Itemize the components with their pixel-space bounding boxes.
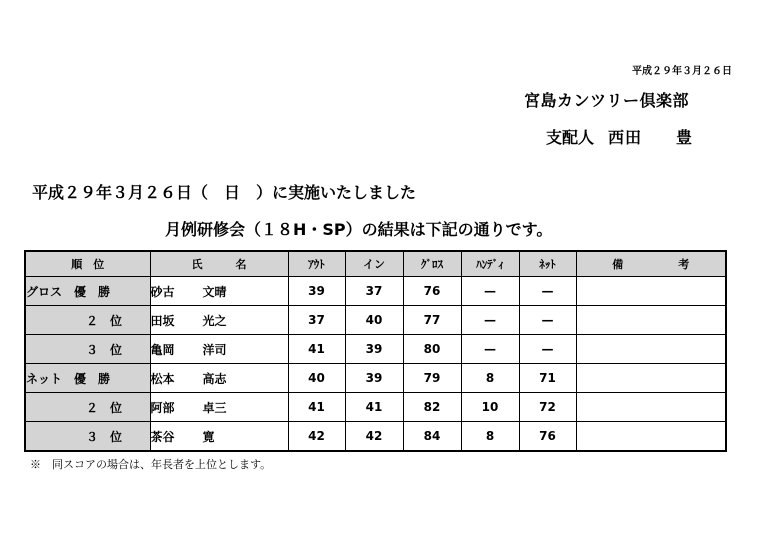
remarks-cell (576, 277, 726, 306)
intro-line-1: 平成２９年３月２６日（ 日 ）に実施いたしました (32, 183, 417, 202)
given-name: 光之 (202, 313, 227, 328)
table-row (25, 393, 726, 422)
intro-line-2: 月例研修会（１８H・SP）の結果は下記の通りです。 (165, 220, 553, 239)
name-cell (150, 306, 288, 335)
club-name: 宮島カンツリー倶楽部 (524, 91, 690, 110)
surname: 亀岡 (150, 342, 175, 357)
header-out: ｱｳﾄ (288, 251, 345, 277)
gross-cell: 77 (403, 306, 461, 335)
header-gross: ｸﾞﾛｽ (403, 251, 461, 277)
out-cell: 41 (288, 393, 345, 422)
in-cell: 37 (345, 277, 403, 306)
given-name: 卓三 (202, 400, 227, 415)
header-name: 氏 名 (150, 251, 288, 277)
table-row (25, 335, 726, 364)
surname: 田坂 (150, 313, 175, 328)
rank-cell: ネット 優 勝 (25, 364, 150, 393)
results-table (24, 250, 727, 452)
table-row (25, 364, 726, 393)
rank-cell: ２ 位 (25, 393, 150, 422)
rank-cell: ３ 位 (25, 422, 150, 452)
table-row (25, 306, 726, 335)
rank-cell: グロス 優 勝 (25, 277, 150, 306)
net-cell: 72 (519, 393, 576, 422)
out-cell: 39 (288, 277, 345, 306)
name-cell (150, 364, 288, 393)
given-name: 洋司 (202, 342, 227, 357)
out-cell: 42 (288, 422, 345, 452)
net-cell: 76 (519, 422, 576, 452)
gross-cell: 82 (403, 393, 461, 422)
net-cell: 71 (519, 364, 576, 393)
name-cell (150, 393, 288, 422)
surname: 砂古 (150, 284, 175, 299)
header-in: イン (345, 251, 403, 277)
in-cell: 41 (345, 393, 403, 422)
handicap-cell: 8 (461, 364, 519, 393)
in-cell: 39 (345, 364, 403, 393)
header-net: ﾈｯﾄ (519, 251, 576, 277)
handicap-cell: 8 (461, 422, 519, 452)
given-name: 文晴 (202, 284, 227, 299)
gross-cell: 76 (403, 277, 461, 306)
rank-cell: ３ 位 (25, 335, 150, 364)
remarks-cell (576, 422, 726, 452)
net-cell: — (519, 335, 576, 364)
in-cell: 40 (345, 306, 403, 335)
out-cell: 37 (288, 306, 345, 335)
gross-cell: 84 (403, 422, 461, 452)
remarks-cell (576, 364, 726, 393)
gross-cell: 79 (403, 364, 461, 393)
given-name: 高志 (202, 371, 227, 386)
remarks-cell (576, 393, 726, 422)
manager-name: 西田 豊 (608, 128, 694, 147)
rank-cell: ２ 位 (25, 306, 150, 335)
header-rank: 順 位 (25, 251, 150, 277)
header-remarks: 備 考 (576, 251, 726, 277)
surname: 松本 (150, 371, 175, 386)
in-cell: 39 (345, 335, 403, 364)
handicap-cell: — (461, 335, 519, 364)
surname: 阿部 (150, 400, 175, 415)
name-cell (150, 335, 288, 364)
table-header-row (25, 251, 726, 277)
handicap-cell: — (461, 277, 519, 306)
table-row (25, 277, 726, 306)
net-cell: — (519, 306, 576, 335)
name-cell (150, 422, 288, 452)
remarks-cell (576, 335, 726, 364)
given-name: 寛 (202, 429, 215, 444)
remarks-cell (576, 306, 726, 335)
gross-cell: 80 (403, 335, 461, 364)
manager-role: 支配人 (546, 128, 595, 147)
out-cell: 40 (288, 364, 345, 393)
name-cell (150, 277, 288, 306)
handicap-cell: — (461, 306, 519, 335)
document-date: 平成２９年３月２６日 (632, 66, 732, 77)
footnote: ※ 同スコアの場合は、年長者を上位とします。 (30, 458, 272, 471)
header-handicap: ﾊﾝﾃﾞｨ (461, 251, 519, 277)
out-cell: 41 (288, 335, 345, 364)
table-row (25, 422, 726, 452)
surname: 茶谷 (150, 429, 175, 444)
net-cell: — (519, 277, 576, 306)
handicap-cell: 10 (461, 393, 519, 422)
in-cell: 42 (345, 422, 403, 452)
manager-signature (546, 125, 693, 148)
